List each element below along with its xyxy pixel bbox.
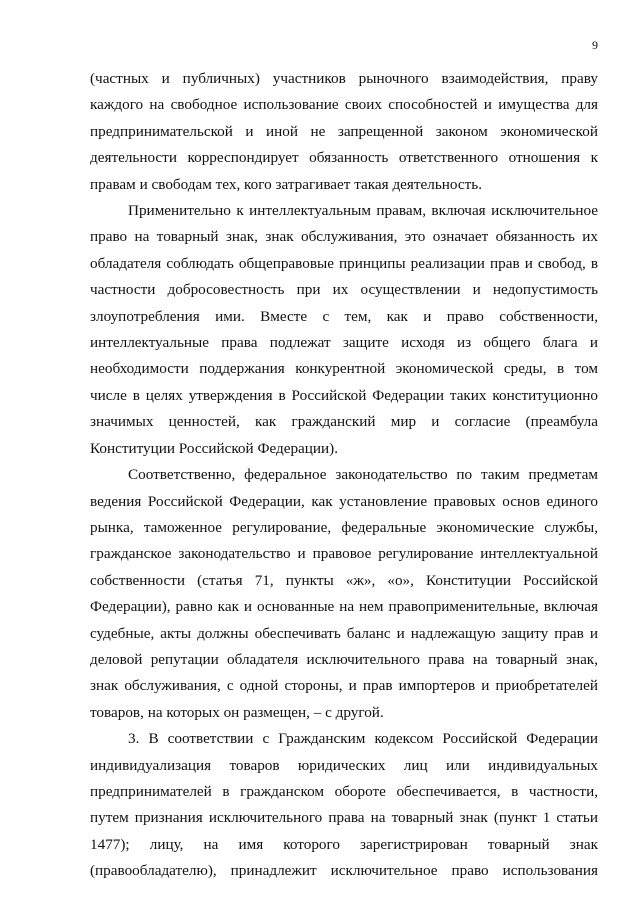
paragraph-federal-legislation: Соответственно, федеральное законодательство по таким предметам ведения Российской Федерации, как установление правовых основ единого рынка, таможенное регулирование, федеральные экономические службы, гражданское законодательство и правовое регулирование интеллектуальной собственности (статья 71, пункты «ж», «о», Конституции Российской Федерации), равно как и основанные на нем правоприменительные, включая судебные, акты должны обеспечивать баланс и надлежащую защиту прав и деловой репутации обладателя исключительного права на товарный знак, знак обслуживания, с одной стороны, и прав импортеров и приобретателей товаров, на которых он размещен, – с другой. <box>90 466 598 721</box>
paragraph-continuation: (частных и публичных) участников рыночного взаимодействия, праву каждого на свободное использование своих способностей и имущества для предпринимательской и иной не запрещенной законом экономической деятельности корреспондирует обязанность ответственного отношения к правам и свободам тех, кого затрагивает такая деятельность. <box>90 70 598 193</box>
page-number: 9 <box>592 38 598 52</box>
document-body <box>90 66 598 885</box>
paragraph-intellectual-rights: Применительно к интеллектуальным правам, включая исключительное право на товарный знак, знак обслуживания, это означает обязанность их обладателя соблюдать общеправовые принципы реализации прав и свобод, в частности добросовестность при их осуществлении и недопустимость злоупотребления ими. Вместе с тем, как и право собственности, интеллектуальные права подлежат защите исходя из общего блага и необходимости поддержания конкурентной экономической среды, в том числе в целях утверждения в Российской Федерации таких конституционно значимых ценностей, как гражданский мир и согласие (преамбула Конституции Российской Федерации). <box>90 202 598 457</box>
paragraph-section-3: 3. В соответствии с Гражданским кодексом Российской Федерации индивидуализация товаров юридических лиц или индивидуальных предпринимателей в гражданском обороте обеспечивается, в частности, путем признания исключительного права на товарный знак (пункт 1 статьи 1477); лицу, на имя которого зарегистрирован товарный знак (правообладателю), принадлежит исключительное право использования <box>90 730 598 880</box>
